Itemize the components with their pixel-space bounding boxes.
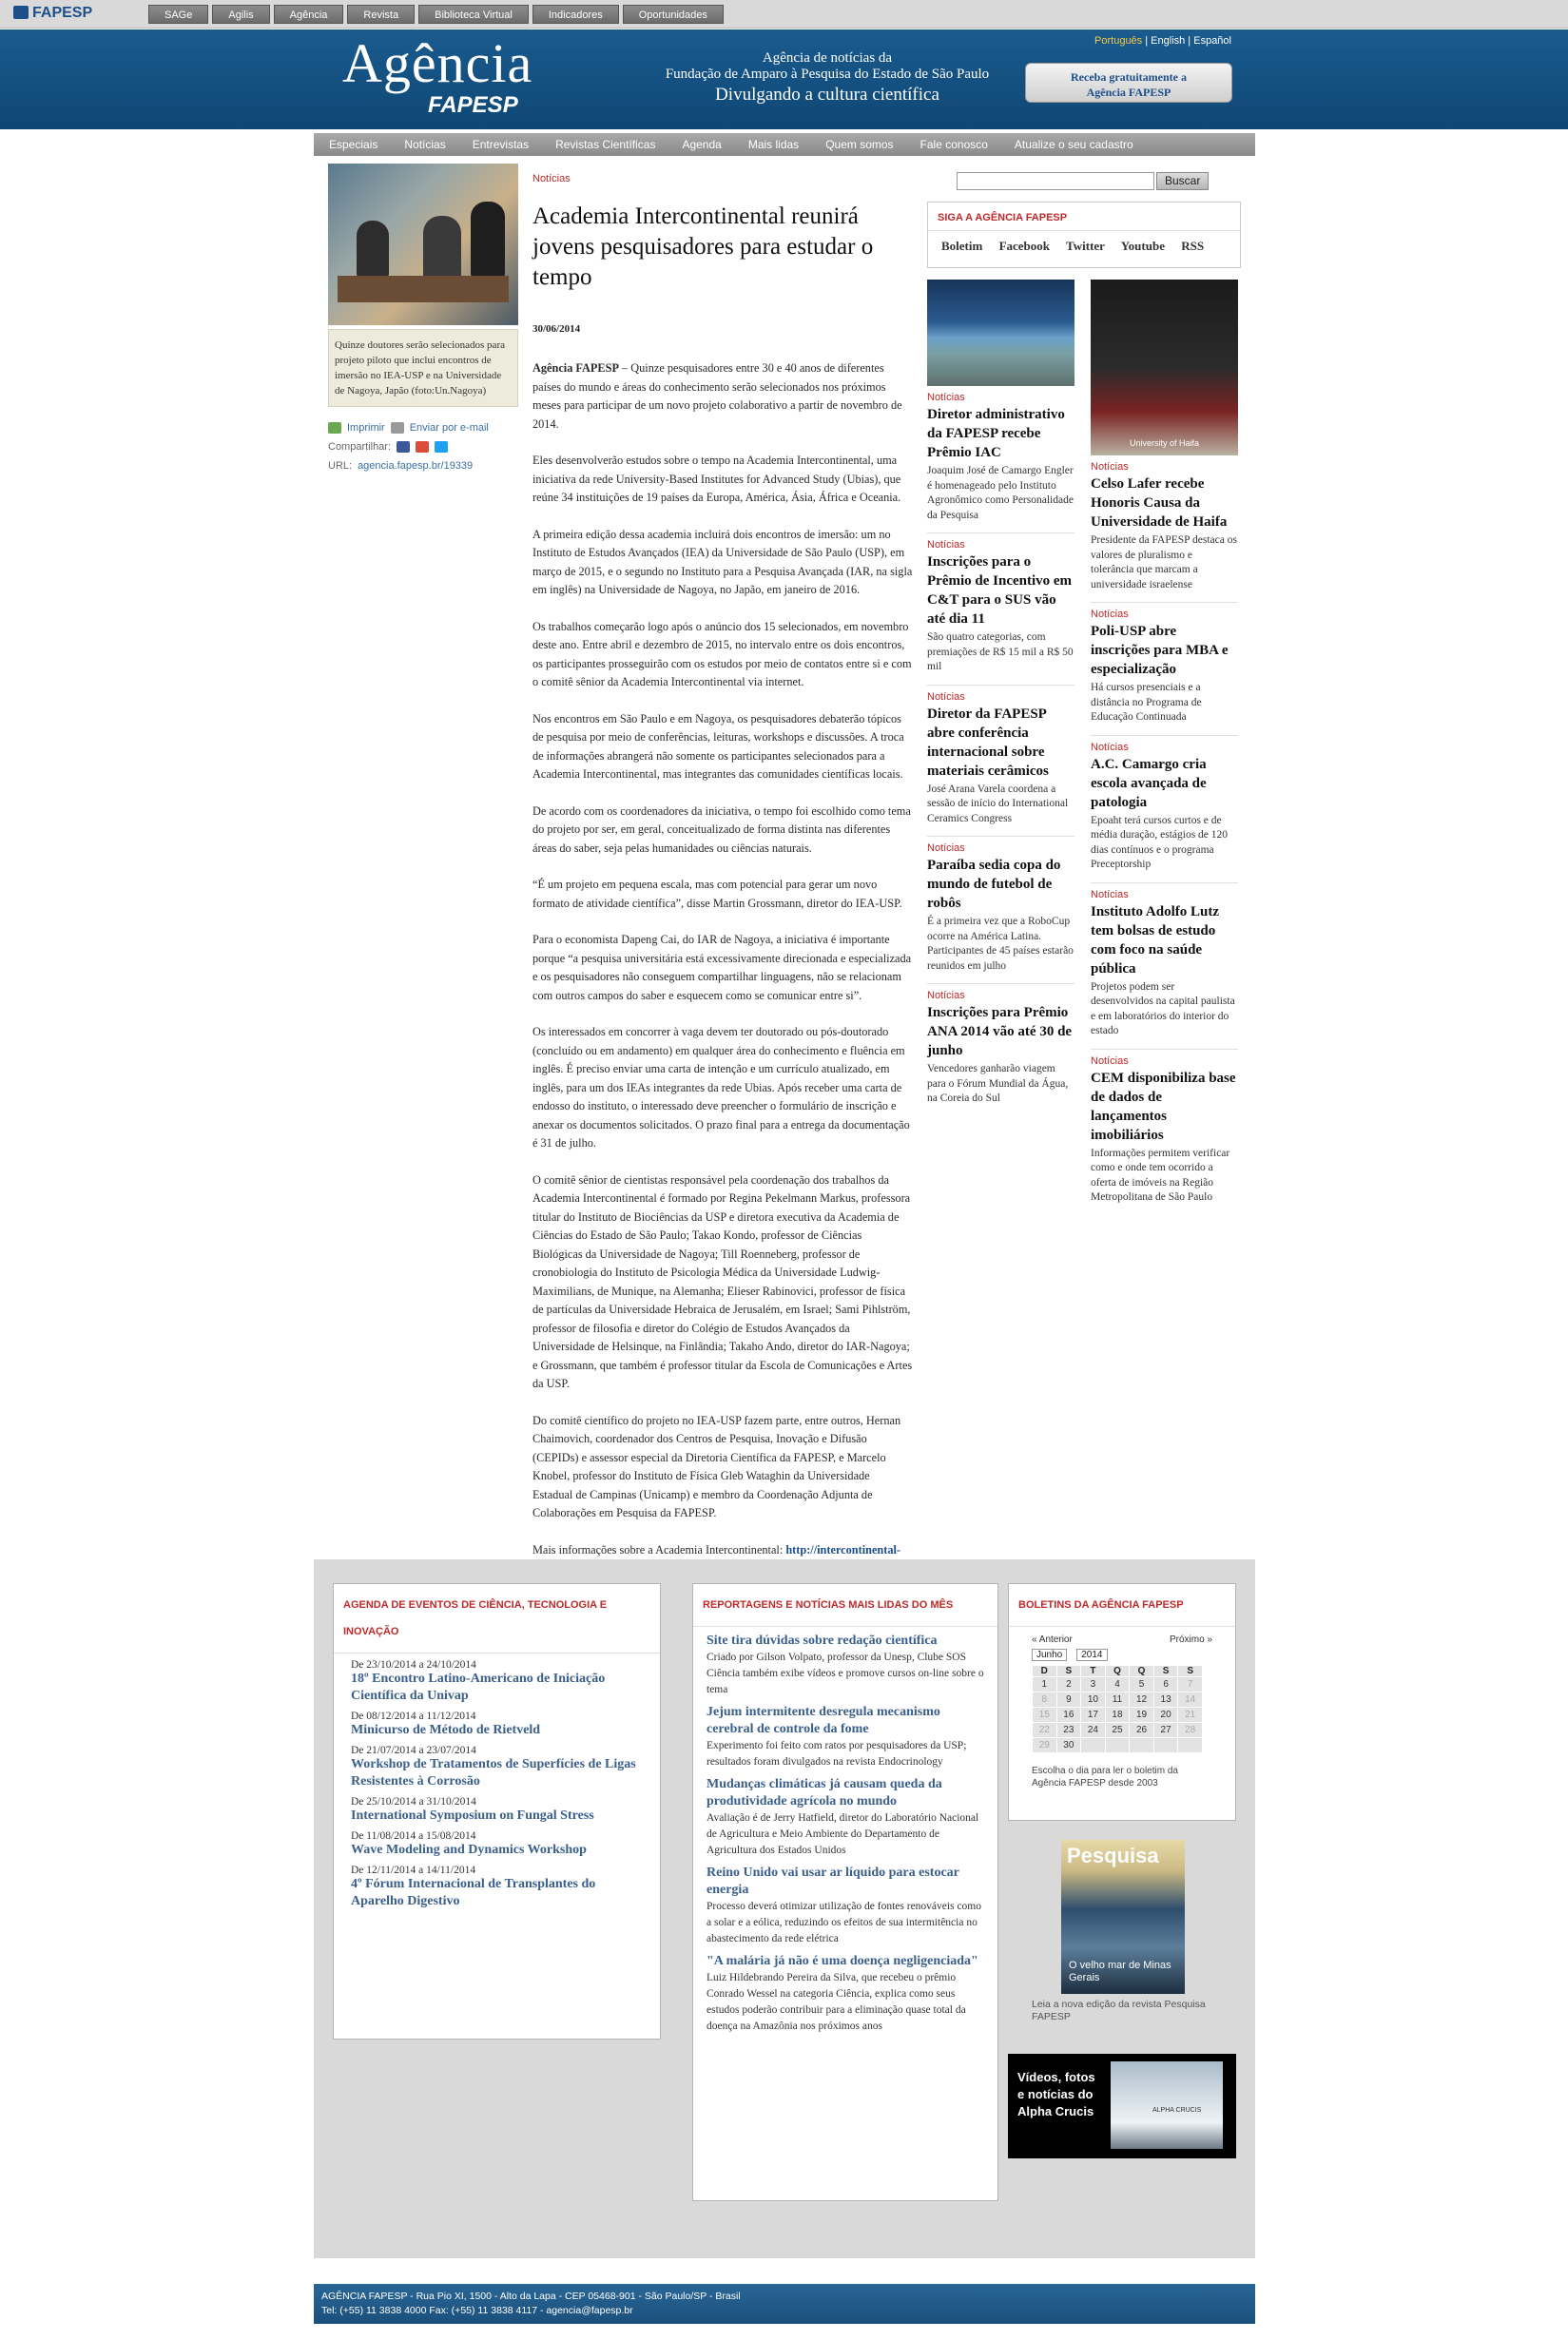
footer-contact: Tel: (+55) 11 3838 4000 Fax: (+55) 11 3838 4117 - agencia@fapesp.br — [321, 2305, 633, 2316]
news-section: Notícias — [1091, 1054, 1129, 1067]
news-summary: Informações permitem verificar como e onde tem ocorrido a oferta de imóveis na Região Metropolitana de São Paulo — [1091, 1147, 1230, 1203]
calendar-day: 14 — [1178, 1692, 1203, 1708]
calendar-day[interactable]: 4 — [1105, 1677, 1130, 1692]
article-body — [532, 359, 913, 1578]
print-link[interactable]: Imprimir — [347, 422, 385, 434]
news-section: Notícias — [927, 842, 965, 854]
news-headline[interactable]: Paraíba sedia copa do mundo de futebol de robôs — [927, 858, 1061, 911]
event-dates: De 25/10/2014 a 31/10/2014 — [351, 1796, 476, 1808]
lang-espanol[interactable]: Español — [1193, 35, 1231, 47]
calendar-day — [1153, 1738, 1178, 1753]
calendar-next-button[interactable]: Próximo » — [1169, 1634, 1212, 1645]
event-dates: De 11/08/2014 a 15/08/2014 — [351, 1830, 476, 1842]
news-summary: Vencedores ganharão viagem para o Fórum Mundial da Água, na Coreia do Sul — [927, 1063, 1069, 1104]
follow-rss[interactable]: RSS — [1181, 239, 1205, 253]
event-dates: De 08/12/2014 a 11/12/2014 — [351, 1711, 476, 1722]
weekday-header: T — [1081, 1666, 1106, 1677]
list-item[interactable] — [1091, 742, 1238, 883]
calendar-day[interactable]: 24 — [1081, 1723, 1106, 1738]
ship-photo — [1111, 2061, 1223, 2149]
most-read-headline[interactable]: Site tira dúvidas sobre redação científica — [707, 1634, 938, 1648]
calendar-day[interactable]: 13 — [1153, 1692, 1178, 1708]
site-header — [0, 29, 1568, 129]
calendar-day[interactable]: 27 — [1153, 1723, 1178, 1738]
paragraph: “É um projeto em pequena escala, mas com potencial para gerar um novo formato de atividade científica”, disse Martin Grossmann, diretor do IEA-USP. — [532, 878, 902, 910]
calendar-day[interactable]: 12 — [1130, 1692, 1154, 1708]
news-section: Notícias — [1091, 741, 1129, 753]
main-nav — [314, 133, 1255, 156]
portal-tabs — [148, 5, 724, 24]
subscribe-button[interactable] — [1025, 63, 1232, 103]
news-headline[interactable]: CEM disponibiliza base de dados de lançamentos imobiliários — [1091, 1070, 1236, 1143]
calendar-day[interactable]: 9 — [1056, 1692, 1081, 1708]
bottom-panels — [314, 1559, 1255, 2258]
calendar-day — [1178, 1738, 1203, 1753]
lang-english[interactable]: English — [1151, 35, 1186, 47]
facebook-icon[interactable] — [397, 441, 410, 453]
weekday-header: S — [1153, 1666, 1178, 1677]
most-read-summary: Luiz Hildebrando Pereira da Silva, que recebeu o prêmio Conrado Wessel na categoria Ciência, explica como seus estudos poderão contribuir para a eliminação quase total da doença na Amazônia nos próximos anos — [707, 1972, 966, 2032]
agenda-box — [333, 1583, 661, 2040]
news-summary: São quatro categorias, com premiações de R$ 15 mil a R$ 50 mil — [927, 631, 1074, 672]
calendar-day[interactable]: 23 — [1056, 1723, 1081, 1738]
month-select[interactable]: Junho — [1032, 1649, 1067, 1661]
calendar-selects — [1032, 1649, 1212, 1661]
most-read-summary: Criado por Gilson Volpato, professor da Unesp, Clube SOS Ciência também exibe vídeos e promove cursos on-line sobre o tema — [707, 1652, 984, 1695]
list-item[interactable] — [334, 1705, 660, 1739]
news-section: Notícias — [1091, 888, 1129, 900]
tagline-line3: Divulgando a cultura científica — [715, 85, 939, 105]
news-section: Notícias — [927, 690, 965, 703]
event-name[interactable]: Wave Modeling and Dynamics Workshop — [351, 1843, 587, 1857]
calendar-prev-button[interactable]: « Anterior — [1032, 1634, 1073, 1645]
paragraph-text: – Quinze pesquisadores entre 30 e 40 anos de diferentes países do mundo e áreas do conhecimento serão selecionados nos próximos meses para participar de um novo projeto colaborativo a partir de novembro de 2014. — [532, 361, 902, 431]
news-headline[interactable]: Instituto Adolfo Lutz tem bolsas de estudo com foco na saúde pública — [1091, 903, 1220, 977]
twitter-icon[interactable] — [435, 441, 448, 453]
photo-table — [338, 276, 509, 302]
news-column-left — [927, 280, 1074, 1122]
news-headline[interactable]: Diretor da FAPESP abre conferência internacional sobre materiais cerâmicos — [927, 706, 1049, 779]
list-item[interactable] — [334, 1825, 660, 1859]
calendar-day: 22 — [1033, 1723, 1057, 1738]
news-photo-auditorium[interactable] — [927, 280, 1074, 386]
nav-revistas[interactable]: Revistas Científicas — [555, 138, 656, 151]
tab-oportunidades[interactable]: Oportunidades — [623, 5, 724, 24]
paragraph: Os interessados em concorrer à vaga devem ter doutorado ou pós-doutorado (concluído ou em andamento) em qualquer área do conhecimento e fluência em inglês. É preciso enviar uma carta de intenção e um currículo atualizado, em inglês, para um dos IEAs integrantes da rede Ubias. Após receber uma carta de endosso do instituto, o interessado deve preencher o formulário de inscrição e anexar os documentos solicitados. O prazo final para a entrega da documentação é 31 de julho. — [532, 1025, 910, 1150]
photo-caption: Quinze doutores serão selecionados para projeto piloto que inclui encontros de imersão no IEA-USP e na Universidade de Nagoya, Japão (foto:Un.Nagoya) — [328, 329, 518, 407]
most-read-box — [692, 1583, 998, 2201]
article-title: Academia Intercontinental reunirá jovens pesquisadores para estudar o tempo — [532, 203, 874, 290]
paragraph: De acordo com os coordenadores da iniciativa, o tempo foi escolhido como tema do projeto por ser, em geral, conceitualizado de forma distinta nas diferentes áreas do saber, seja pelas humanidades ou ciências naturais. — [532, 803, 911, 855]
revista-headline: O velho mar de Minas Gerais — [1069, 1960, 1171, 1983]
tagline-line2: Fundação de Amparo à Pesquisa do Estado de São Paulo — [665, 67, 990, 82]
lang-portugues[interactable]: Português — [1094, 35, 1143, 47]
calendar-day[interactable]: 5 — [1130, 1677, 1154, 1692]
list-item[interactable] — [334, 1653, 660, 1705]
news-summary: Joaquim José de Camargo Engler é homenageado pelo Instituto Agronômico como Personalidade da Pesquisa — [927, 465, 1074, 521]
article-actions — [328, 422, 518, 472]
news-summary: Presidente da FAPESP destaca os valores de pluralismo e tolerância que marcam a universidade israelense — [1091, 534, 1237, 590]
weekday-header: Q — [1130, 1666, 1154, 1677]
bulletins-box — [1008, 1583, 1236, 1821]
calendar-day: 29 — [1033, 1738, 1057, 1753]
follow-youtube[interactable]: Youtube — [1120, 239, 1165, 253]
list-item[interactable] — [693, 1627, 997, 1698]
event-name[interactable]: Minicurso de Método de Rietveld — [351, 1723, 541, 1737]
event-dates: De 23/10/2014 a 24/10/2014 — [351, 1659, 476, 1671]
nav-noticias[interactable]: Notícias — [404, 138, 446, 151]
calendar-day[interactable]: 2 — [1056, 1677, 1081, 1692]
footer-address: AGÊNCIA FAPESP - Rua Pio XI, 1500 - Alto da Lapa - CEP 05468-901 - São Paulo/SP - Brasil — [321, 2291, 741, 2302]
calendar-day[interactable]: 18 — [1105, 1708, 1130, 1723]
most-read-summary: Avaliação é de Jerry Hatfield, diretor do Laboratório Nacional de Agricultura e Meio Ambiente do Departamento de Agricultura dos Estados Unidos — [707, 1812, 979, 1856]
nav-entrevistas[interactable]: Entrevistas — [472, 138, 530, 151]
calendar-day[interactable]: 30 — [1056, 1738, 1081, 1753]
list-item[interactable] — [693, 1859, 997, 1947]
event-name[interactable]: Workshop de Tratamentos de Superfícies de Ligas Resistentes à Corrosão — [351, 1757, 636, 1789]
calendar-day[interactable]: 25 — [1105, 1723, 1130, 1738]
weekday-header: D — [1033, 1666, 1057, 1677]
brand-subtitle: FAPESP — [428, 92, 518, 118]
event-name[interactable]: International Symposium on Fungal Stress — [351, 1808, 594, 1823]
paragraph: Para o economista Dapeng Cai, do IAR de Nagoya, a iniciativa é importante porque “a pesquisa universitária está excessivamente direcionada e especializada e os pesquisadores não conseguem compartilhar linguagens, não se relacionam com outros campos do saber e esquecem como se comunicar entre si”. — [532, 933, 912, 1002]
fapesp-logo-text: FAPESP — [32, 5, 93, 21]
fapesp-logo[interactable] — [13, 5, 92, 22]
event-name[interactable]: 4º Fórum Internacional de Transplantes do Aparelho Digestivo — [351, 1877, 596, 1908]
follow-twitter[interactable]: Twitter — [1066, 239, 1105, 253]
calendar-grid — [1032, 1665, 1203, 1753]
photo-person — [357, 221, 389, 278]
fapesp-mark-icon — [13, 6, 29, 19]
calendar-day — [1130, 1738, 1154, 1753]
paragraph-text: Mais informações sobre a Academia Intercontinental: — [532, 1542, 786, 1557]
revista-title: Pesquisa — [1067, 1844, 1159, 1867]
news-summary: José Arana Varela coordena a sessão de início do International Ceramics Congress — [927, 783, 1069, 824]
weekday-header: Q — [1105, 1666, 1130, 1677]
search-box — [957, 172, 1209, 190]
news-summary: Epoaht terá cursos curtos e de média duração, estágios de 120 dias contínuos e o programa Preceptorship — [1091, 814, 1229, 870]
email-link[interactable]: Enviar por e-mail — [409, 422, 489, 434]
list-item[interactable] — [334, 1859, 660, 1910]
haifa-logo: University of Haifa — [1129, 438, 1200, 448]
most-read-summary: Experimento foi feito com ratos por pesquisadores da USP; resultados foram divulgados na revista Endocrinology — [707, 1740, 967, 1768]
print-icon[interactable] — [328, 422, 341, 434]
calendar-day[interactable]: 16 — [1056, 1708, 1081, 1723]
article-date: 30/06/2014 — [532, 323, 581, 335]
calendar-day: 21 — [1178, 1708, 1203, 1723]
calendar-day: 15 — [1033, 1708, 1057, 1723]
paragraph: Do comitê científico do projeto no IEA-USP fazem parte, entre outros, Hernan Chaimovich, coordenador dos Centros de Pesquisa, Inovação e Difusão (CEPIDs) e assessor especial da Diretoria Científica da FAPESP, e Marcelo Knobel, professor do Instituto de Física Gleb Wataghin da Universidade Estadual de Campinas (Unicamp) e membro da Coordenação Adjunta de Colaborações em Pesquisa da FAPESP. — [532, 1413, 901, 1519]
tab-agilis[interactable]: Agilis — [212, 5, 269, 24]
nav-agenda[interactable]: Agenda — [682, 138, 722, 151]
site-footer — [314, 2284, 1255, 2324]
article-photo[interactable] — [328, 164, 518, 325]
calendar-note: Escolha o dia para ler o boletim da Agência FAPESP desde 2003 — [1032, 1766, 1178, 1789]
calendar-day — [1081, 1738, 1106, 1753]
paragraph: A primeira edição dessa academia incluirá dois encontros de imersão: um no Instituto de Estudos Avançados (IEA) da Universidade de São Paulo (USP), em março de 2015, e o segundo no Instituto para a Pesquisa Avançada (IAR, na sigla em inglês) na Universidade de Nagoya, no Japão, em janeiro de 2016. — [532, 527, 913, 596]
list-item[interactable] — [334, 1739, 660, 1790]
news-summary: Projetos podem ser desenvolvidos na capital paulista e em laboratórios do interior do estado — [1091, 980, 1235, 1036]
calendar-day[interactable]: 11 — [1105, 1692, 1130, 1708]
news-headline[interactable]: Inscrições para Prêmio ANA 2014 vão até 30 de junho — [927, 1005, 1073, 1058]
news-summary: Há cursos presenciais e a distância no Programa de Educação Continuada — [1091, 682, 1202, 723]
bulletins-title: BOLETINS DA AGÊNCIA FAPESP — [1009, 1584, 1235, 1627]
nav-fale-conosco[interactable]: Fale conosco — [920, 138, 988, 151]
list-item[interactable] — [693, 1770, 997, 1859]
calendar-day[interactable]: 20 — [1153, 1708, 1178, 1723]
calendar-day[interactable]: 3 — [1081, 1677, 1106, 1692]
email-icon[interactable] — [391, 422, 404, 434]
most-read-headline[interactable]: "A malária já não é uma doença negligenciada" — [707, 1954, 978, 1968]
news-section: Notícias — [1091, 609, 1129, 620]
nav-atualize[interactable]: Atualize o seu cadastro — [1014, 138, 1133, 151]
event-dates: De 12/11/2014 a 14/11/2014 — [351, 1865, 476, 1876]
photo-person — [471, 202, 505, 278]
year-select[interactable]: 2014 — [1076, 1649, 1107, 1661]
subscribe-line1: Receba gratuitamente a — [1071, 70, 1187, 84]
ship-label: ALPHA CRUCIS — [1152, 2107, 1202, 2114]
weekday-header: S — [1056, 1666, 1081, 1677]
calendar-day — [1105, 1738, 1130, 1753]
calendar-day[interactable]: 6 — [1153, 1677, 1178, 1692]
article-section[interactable]: Notícias — [532, 173, 571, 184]
tagline-line1: Agência de notícias da — [762, 50, 893, 66]
paragraph: Eles desenvolverão estudos sobre o tempo na Academia Intercontinental, uma iniciativa da rede University-Based Institutes for Advanced Study (Ubias), que reúne 34 instituições de 19 países da Europa, América, Ásia, África e Oceania. — [532, 454, 901, 504]
calendar-day[interactable]: 10 — [1081, 1692, 1106, 1708]
short-url[interactable]: agencia.fapesp.br/19339 — [358, 460, 474, 472]
follow-boletim[interactable]: Boletim — [941, 239, 983, 253]
top-bar — [0, 0, 1568, 29]
tab-revista[interactable]: Revista — [347, 5, 415, 24]
tab-biblioteca[interactable]: Biblioteca Virtual — [418, 5, 529, 24]
list-item[interactable] — [693, 1698, 997, 1770]
follow-facebook[interactable]: Facebook — [998, 239, 1051, 253]
list-item[interactable] — [927, 539, 1074, 686]
search-button[interactable]: Buscar — [1156, 172, 1209, 190]
most-read-headline[interactable]: Mudanças climáticas já causam queda da produtividade agrícola no mundo — [707, 1777, 942, 1808]
nav-especiais[interactable]: Especiais — [329, 138, 378, 151]
paragraph — [532, 359, 913, 434]
nav-mais-lidas[interactable]: Mais lidas — [747, 138, 800, 151]
photo-person — [423, 216, 461, 282]
calendar-day: 7 — [1178, 1677, 1203, 1692]
bulletin-calendar — [1032, 1634, 1212, 1753]
news-section: Notícias — [927, 990, 965, 1001]
news-column-right — [1091, 280, 1238, 1221]
agenda-title: AGENDA DE EVENTOS DE CIÊNCIA, TECNOLOGIA E INOVAÇÃO — [334, 1584, 660, 1653]
news-headline[interactable]: Poli-USP abre inscrições para MBA e especialização — [1091, 624, 1229, 677]
google-plus-icon[interactable] — [416, 441, 429, 453]
most-read-title: REPORTAGENS E NOTÍCIAS MAIS LIDAS DO MÊS — [693, 1584, 997, 1627]
event-dates: De 21/07/2014 a 23/07/2014 — [351, 1745, 476, 1756]
list-item[interactable] — [1091, 889, 1238, 1050]
calendar-day[interactable]: 19 — [1130, 1708, 1154, 1723]
article-sidebar — [328, 164, 518, 479]
article — [532, 173, 913, 1596]
news-section: Notícias — [1091, 461, 1129, 473]
alpha-crucis-text: Vídeos, fotos e notícias do Alpha Crucis — [1017, 2070, 1095, 2118]
list-item[interactable] — [927, 691, 1074, 838]
list-item[interactable] — [927, 990, 1074, 1116]
agencia-logo[interactable] — [342, 31, 533, 118]
list-item[interactable] — [927, 842, 1074, 984]
search-input[interactable] — [957, 172, 1154, 190]
news-section: Notícias — [927, 392, 965, 403]
news-headline[interactable]: Celso Lafer recebe Honoris Causa da Universidade de Haifa — [1091, 476, 1228, 530]
calendar-day: 28 — [1178, 1723, 1203, 1738]
revista-note[interactable]: Leia a nova edição da revista Pesquisa FAPESP — [1032, 1999, 1206, 2022]
list-item[interactable] — [1091, 609, 1238, 736]
ubias-link[interactable]: http://intercontinental- — [785, 1542, 901, 1557]
news-section: Notícias — [927, 539, 965, 551]
calendar-day[interactable]: 1 — [1033, 1677, 1057, 1692]
list-item[interactable] — [334, 1790, 660, 1825]
list-item[interactable] — [1091, 461, 1238, 603]
alpha-crucis-banner[interactable] — [1008, 2054, 1236, 2158]
paragraph: O comitê sênior de cientistas responsável pela coordenação dos trabalhos da Academia Intercontinental é formado por Regina Pekelmann Markus, professora titular do Instituto de Biociências da USP e diretora executiva da Academia de Ciências do Estado de São Paulo; Takao Kondo, professor de Ciências Biológicas da Universidade de Nagoya; Till Roenneberg, professor de cronobiologia do Instituto de Psicologia Médica da Universidade Ludwig-Maximilians, de Munique, na Alemanha; Elieser Rabinovici, professor de física de partículas da Universidade Hebraica de Jerusalém, em Israel; Sami Pihlström, professor de filosofia e diretor do Colégio de Estudos Avançados da Universidade de Helsinque, na Finlândia; Takaho Ando, diretor do IAR-Nagoya; e Grossmann, que também é professor titular da Escola de Comunicações e Artes da USP. — [532, 1172, 913, 1390]
subscribe-line2: Agência FAPESP — [1086, 86, 1171, 99]
list-item[interactable] — [1091, 1055, 1238, 1215]
calendar-day[interactable]: 17 — [1081, 1708, 1106, 1723]
list-item[interactable] — [693, 1947, 997, 2035]
calendar-day: 8 — [1033, 1692, 1057, 1708]
event-name[interactable]: 18º Encontro Latino-Americano de Iniciação Científica da Univap — [351, 1672, 606, 1703]
paragraph: Os trabalhos começarão logo após o anúncio dos 15 selecionados, em novembro deste ano. Entre abril e dezembro de 2015, no intervalo entre os dois encontros, os participantes prosseguirão com os estudos por meio de contatos entre si e com o comitê sênior da Academia Intercontinental via internet. — [532, 619, 912, 688]
tab-sage[interactable]: SAGe — [148, 5, 208, 24]
list-item[interactable] — [927, 392, 1074, 533]
weekday-header: S — [1178, 1666, 1203, 1677]
calendar-day[interactable]: 26 — [1130, 1723, 1154, 1738]
follow-title: SIGA A AGÊNCIA FAPESP — [928, 203, 1240, 231]
most-read-headline[interactable]: Reino Unido vai usar ar líquido para estocar energia — [707, 1866, 959, 1897]
share-label: Compartilhar: — [328, 441, 392, 453]
nav-quem-somos[interactable]: Quem somos — [825, 138, 894, 151]
most-read-summary: Processo deverá otimizar utilização de fontes renováveis como a solar e a eólica, reduzindo os efeitos de sua intermitência no abastecimento da rede elétrica — [707, 1901, 981, 1944]
revista-cover[interactable] — [1061, 1840, 1185, 1994]
article-lead: Agência FAPESP — [532, 361, 619, 375]
news-headline[interactable]: Diretor administrativo da FAPESP recebe Prêmio IAC — [927, 407, 1065, 460]
news-summary: É a primeira vez que a RoboCup ocorre na América Latina. Participantes de 45 países estarão reunidos em julho — [927, 916, 1074, 972]
brand-title: Agência — [342, 32, 533, 94]
tab-agencia[interactable]: Agência — [274, 5, 344, 24]
follow-links — [928, 231, 1240, 261]
news-headline[interactable]: A.C. Camargo cria escola avançada de patologia — [1091, 756, 1207, 810]
url-label: URL: — [328, 460, 353, 472]
news-photo-honoris[interactable] — [1091, 280, 1238, 455]
news-headline[interactable]: Inscrições para o Prêmio de Incentivo em C&T para o SUS vão até dia 11 — [927, 554, 1073, 627]
language-switcher: Português | English | Español — [1094, 35, 1231, 47]
follow-box — [927, 202, 1241, 268]
tab-indicadores[interactable]: Indicadores — [532, 5, 619, 24]
tagline — [628, 50, 1027, 106]
paragraph: Nos encontros em São Paulo e em Nagoya, os pesquisadores debaterão tópicos de pesquisa por meio de conferências, leituras, workshops e discussões. A troca de informações abrangerá não somente os participantes selecionados para a Academia Intercontinental, mas integrantes das comunidades científicas locais. — [532, 711, 904, 781]
most-read-headline[interactable]: Jejum intermitente desregula mecanismo cerebral de controle da fome — [707, 1705, 940, 1736]
calendar-nav — [1032, 1634, 1212, 1645]
